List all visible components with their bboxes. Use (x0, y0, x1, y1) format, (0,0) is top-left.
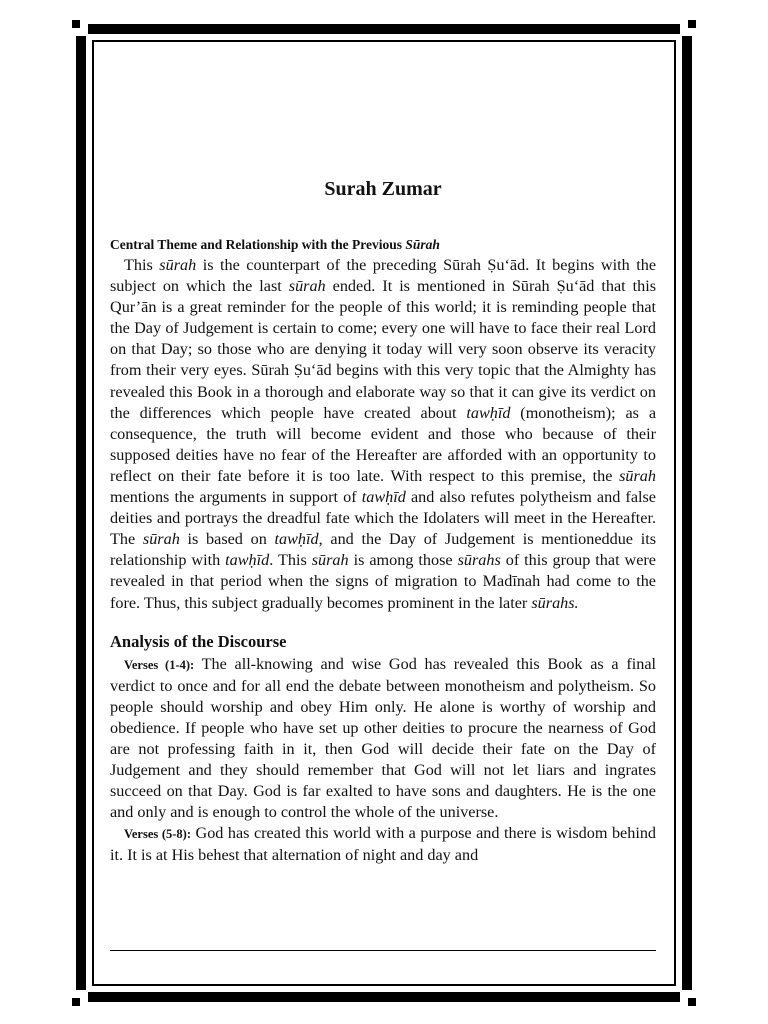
border-corner-top-right (680, 20, 696, 36)
italic-term: sūrahs (457, 551, 501, 570)
verse-text: God has created this world with a purpose and there is wisdom behind it. It is at His behest that alternation of night and day and (110, 824, 657, 865)
paragraph-text: and also refutes polytheism and false deities and portrays the dreadful fate which the Idolaters will meet in the Hereafter. The (110, 488, 656, 549)
verse-paragraph-5-8 (110, 823, 656, 866)
paragraph-text: , and the Day of Judgement is mentioneddue its relationship with (110, 530, 657, 570)
italic-term: sūrah (159, 256, 197, 274)
italic-term: tawḥīd (274, 530, 319, 549)
paragraph-text: ended. It is mentioned in Sūrah Ṣu‘ād that this Qur’ān is a great reminder for the people of this world; it is reminding people that the Day of Judgement is certain to come; every one will have to face their real Lord on that Day; so those who are denying it today will very soon observe its veracity from their very eyes. Sūrah Ṣu‘ād begins with this very topic that the Almighty has revealed this Book in a thorough and elaborate way so that it can give its verdict on the differences which people have created about (110, 277, 656, 422)
verse-label: Verses (1-4): (124, 657, 195, 672)
italic-term: tawḥīd (225, 551, 270, 570)
page-title: Surah Zumar (324, 178, 442, 200)
italic-term: sūrahs. (531, 593, 579, 612)
italic-term: sūrah (142, 530, 180, 549)
section-heading-text: Central Theme and Relationship with the Previous (110, 237, 406, 252)
paragraph-text: . This (269, 551, 312, 570)
paragraph-text: mentions the arguments in support of (110, 488, 362, 507)
paragraph-text: is among those (348, 551, 458, 570)
verse-text: The all-knowing and wise God has revealed this Book as a final verdict to once and for all end the debate between monotheism and polytheism. So people should worship and obey Him only. He alone is worthy of worship and obedience. If people who have set up other deities to procure the nearness of God are not professing faith in it, then God will decide their fate on the Day of Judgement and they should remember that God will not let liars and ingrates succeed on that Day. God is far exalted to have sons and daughters. He is the one and only and is enough to control the whole of the universe. (110, 654, 656, 822)
central-theme-paragraph (110, 255, 656, 614)
paragraph-text: (monotheism); as a consequence, the truth will become evident and those who because of their supposed deities have no fear of the Hereafter are afforded with an opportunity to reflect on their fate before it is too late. With respect to this premise, the (110, 403, 657, 485)
footer-rule (110, 950, 656, 951)
paragraph-text: is the counterpart of the preceding Sūrah Ṣu‘ād. It begins with the subject on which the last (110, 256, 656, 296)
paragraph-text: This (124, 256, 160, 274)
verse-paragraph-1-4 (110, 654, 656, 824)
border-corner-top-left (72, 20, 88, 36)
section-heading-italic: Sūrah (405, 237, 440, 252)
page-content (110, 175, 656, 867)
border-corner-bottom-right (680, 990, 696, 1006)
italic-term: sūrah (288, 277, 326, 296)
paragraph-text: of this group that were revealed in that period when the signs of migration to Madīnah had come to the fore. Thus, this subject gradually becomes prominent in the later (110, 551, 656, 612)
italic-term: tawḥīd (466, 403, 511, 422)
italic-term: sūrah (619, 466, 656, 485)
italic-term: tawḥīd (361, 488, 406, 507)
section-heading-central-theme (110, 235, 656, 255)
italic-term: sūrah (311, 551, 349, 570)
paragraph-text: is based on (179, 530, 275, 549)
border-corner-bottom-left (72, 990, 88, 1006)
section-heading-analysis: Analysis of the Discourse (110, 631, 287, 651)
verse-label: Verses (5-8): (124, 827, 191, 842)
